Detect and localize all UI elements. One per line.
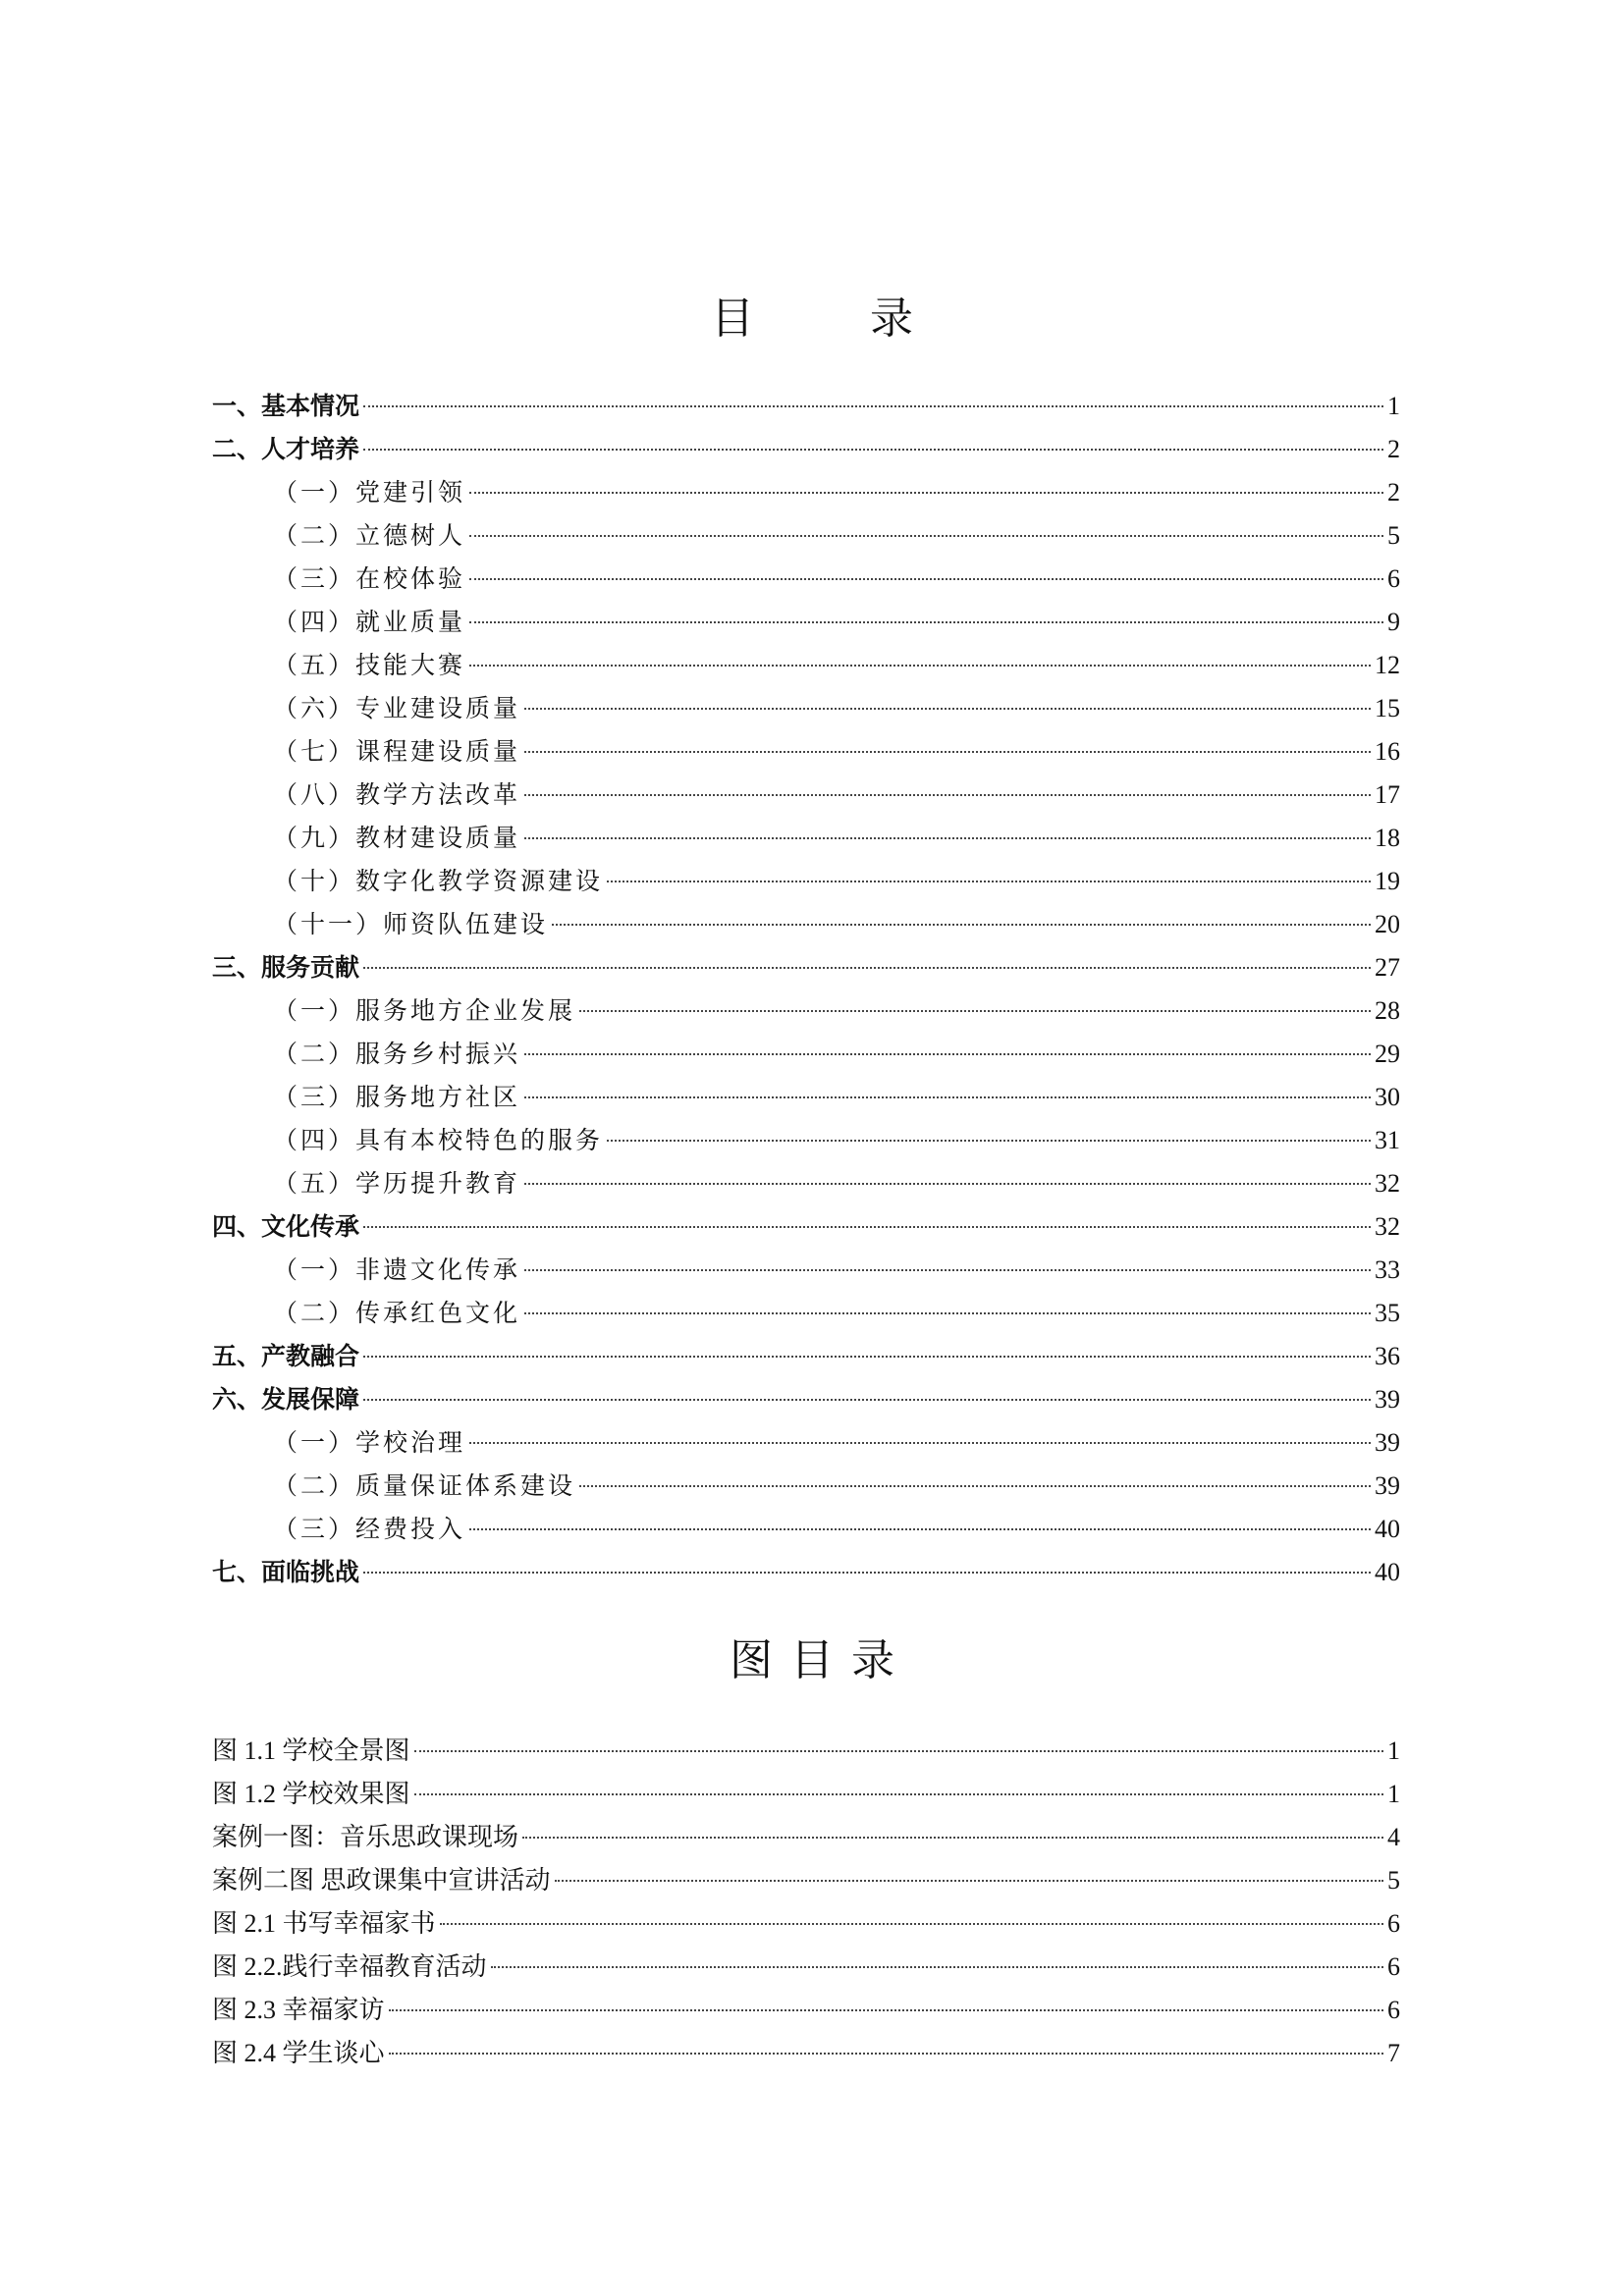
entry-label: 四、文化传承 [212,1212,360,1241]
entry-page-number: 1 [1387,392,1400,420]
dot-leader [524,1053,1371,1055]
entry-page-number: 30 [1375,1083,1400,1111]
dot-leader [469,1528,1371,1530]
entry-page-number: 33 [1375,1255,1400,1284]
entry-page-number: 2 [1387,478,1400,507]
figure-entry[interactable] [212,1816,1400,1859]
entry-page-number: 2 [1387,435,1400,463]
figure-entry[interactable] [212,1730,1400,1773]
figure-entry[interactable] [212,1989,1400,2032]
entry-page-number: 35 [1375,1299,1400,1327]
dot-leader [469,578,1383,580]
figure-entry[interactable] [212,1946,1400,1989]
dot-leader [524,751,1371,753]
entry-label: （一）服务地方企业发展 [273,996,576,1025]
dot-leader [524,794,1371,796]
entry-label: （三）经费投入 [273,1515,466,1543]
toc-subsection-entry[interactable] [212,1162,1400,1205]
entry-label: （二）质量保证体系建设 [273,1471,576,1500]
entry-page-number: 6 [1387,564,1400,593]
entry-label: （三）服务地方社区 [273,1083,521,1111]
entry-page-number: 39 [1375,1471,1400,1500]
entry-label: 七、面临挑战 [212,1558,360,1586]
entry-label: （二）服务乡村振兴 [273,1040,521,1068]
dot-leader [524,1096,1371,1098]
entry-label: 图 2.3 幸福家访 [212,1996,385,2024]
entry-page-number: 6 [1387,1996,1400,2024]
toc-section-entry[interactable] [212,946,1400,989]
entry-page-number: 7 [1387,2039,1400,2067]
entry-label: （六）专业建设质量 [273,694,521,722]
entry-label: （三）在校体验 [273,564,466,593]
entry-label: 三、服务贡献 [212,953,360,982]
entry-label: 图 2.2.践行幸福教育活动 [212,1952,487,1981]
dot-leader [469,621,1383,623]
entry-label: （二）传承红色文化 [273,1299,521,1327]
toc-section-entry[interactable] [212,385,1400,428]
entry-label: （八）教学方法改革 [273,780,521,809]
dot-leader [607,1140,1371,1142]
entry-page-number: 12 [1375,651,1400,679]
entry-page-number: 1 [1387,1780,1400,1808]
entry-page-number: 19 [1375,867,1400,895]
dot-leader [363,405,1383,407]
entry-label: 二、人才培养 [212,435,360,463]
dot-leader [469,535,1383,537]
toc-subsection-entry[interactable] [212,774,1400,817]
dot-leader [389,2053,1383,2055]
entry-page-number: 40 [1375,1558,1400,1586]
toc-subsection-entry[interactable] [212,903,1400,946]
toc-subsection-entry[interactable] [212,687,1400,730]
dot-leader [524,837,1371,839]
entry-page-number: 9 [1387,608,1400,636]
toc-section-entry[interactable] [212,1378,1400,1421]
toc-subsection-entry[interactable] [212,1033,1400,1076]
entry-label: 一、基本情况 [212,392,360,420]
dot-leader [555,1880,1383,1882]
dot-leader [491,1966,1383,1968]
entry-label: （九）教材建设质量 [273,824,521,852]
dot-leader [524,1269,1371,1271]
entry-page-number: 18 [1375,824,1400,852]
table-of-contents [212,385,1400,1594]
toc-subsection-entry[interactable] [212,471,1400,514]
toc-subsection-entry[interactable] [212,1076,1400,1119]
toc-subsection-entry[interactable] [212,860,1400,903]
dot-leader [524,1183,1371,1185]
dot-leader [363,1356,1371,1358]
entry-label: 图 1.1 学校全景图 [212,1736,410,1765]
list-of-figures [212,1730,1400,2075]
figure-list-title: 图目录 [730,1635,912,1685]
dot-leader [414,1750,1383,1752]
dot-leader [389,2009,1383,2011]
entry-label: 图 1.2 学校效果图 [212,1780,410,1808]
dot-leader [579,1010,1371,1012]
entry-label: （十一）师资队伍建设 [273,910,549,938]
toc-subsection-entry[interactable] [212,989,1400,1033]
dot-leader [363,1572,1371,1574]
entry-page-number: 4 [1387,1823,1400,1851]
toc-subsection-entry[interactable] [212,601,1400,644]
entry-page-number: 40 [1375,1515,1400,1543]
dot-leader [469,1442,1371,1444]
figure-entry[interactable] [212,1773,1400,1816]
dot-leader [579,1485,1371,1487]
toc-subsection-entry[interactable] [212,1119,1400,1162]
entry-page-number: 27 [1375,953,1400,982]
figure-entry[interactable] [212,1902,1400,1946]
entry-page-number: 28 [1375,996,1400,1025]
entry-page-number: 29 [1375,1040,1400,1068]
entry-page-number: 17 [1375,780,1400,809]
toc-section-entry[interactable] [212,1335,1400,1378]
entry-page-number: 5 [1387,521,1400,550]
dot-leader [363,1399,1371,1401]
dot-leader [524,1312,1371,1314]
dot-leader [414,1793,1383,1795]
entry-label: （十）数字化教学资源建设 [273,867,604,895]
figure-entry[interactable] [212,1859,1400,1902]
entry-page-number: 36 [1375,1342,1400,1370]
entry-label: （五）技能大赛 [273,651,466,679]
entry-page-number: 31 [1375,1126,1400,1154]
dot-leader [440,1923,1383,1925]
toc-section-entry[interactable] [212,1551,1400,1594]
entry-label: 案例二图 思政课集中宣讲活动 [212,1866,551,1895]
entry-page-number: 39 [1375,1385,1400,1414]
dot-leader [469,492,1383,494]
dot-leader [522,1837,1383,1839]
toc-subsection-entry[interactable] [212,644,1400,687]
toc-subsection-entry[interactable] [212,817,1400,860]
toc-section-entry[interactable] [212,428,1400,471]
dot-leader [363,1226,1371,1228]
toc-subsection-entry[interactable] [212,1421,1400,1465]
entry-page-number: 32 [1375,1212,1400,1241]
entry-page-number: 39 [1375,1428,1400,1457]
entry-page-number: 6 [1387,1952,1400,1981]
entry-page-number: 5 [1387,1866,1400,1895]
entry-label: （四）具有本校特色的服务 [273,1126,604,1154]
toc-subsection-entry[interactable] [212,1508,1400,1551]
entry-label: 五、产教融合 [212,1342,360,1370]
entry-label: 六、发展保障 [212,1385,360,1414]
figure-entry[interactable] [212,2032,1400,2075]
entry-label: （四）就业质量 [273,608,466,636]
dot-leader [363,449,1383,451]
entry-label: 图 2.4 学生谈心 [212,2039,385,2067]
toc-subsection-entry[interactable] [212,514,1400,558]
entry-label: （二）立德树人 [273,521,466,550]
entry-page-number: 1 [1387,1736,1400,1765]
toc-subsection-entry[interactable] [212,1249,1400,1292]
entry-label: 案例一图：音乐思政课现场 [212,1823,519,1851]
toc-subsection-entry[interactable] [212,558,1400,601]
entry-page-number: 15 [1375,694,1400,722]
entry-label: （一）学校治理 [273,1428,466,1457]
dot-leader [552,924,1371,926]
dot-leader [469,665,1371,667]
entry-page-number: 6 [1387,1909,1400,1938]
toc-title: 目 录 [711,294,964,344]
toc-subsection-entry[interactable] [212,730,1400,774]
entry-label: （一）党建引领 [273,478,466,507]
entry-page-number: 16 [1375,737,1400,766]
entry-label: （五）学历提升教育 [273,1169,521,1198]
dot-leader [363,967,1371,969]
dot-leader [524,708,1371,710]
dot-leader [607,881,1371,882]
entry-label: （一）非遗文化传承 [273,1255,521,1284]
entry-label: （七）课程建设质量 [273,737,521,766]
toc-subsection-entry[interactable] [212,1465,1400,1508]
toc-section-entry[interactable] [212,1205,1400,1249]
toc-subsection-entry[interactable] [212,1292,1400,1335]
entry-page-number: 20 [1375,910,1400,938]
entry-label: 图 2.1 书写幸福家书 [212,1909,436,1938]
entry-page-number: 32 [1375,1169,1400,1198]
